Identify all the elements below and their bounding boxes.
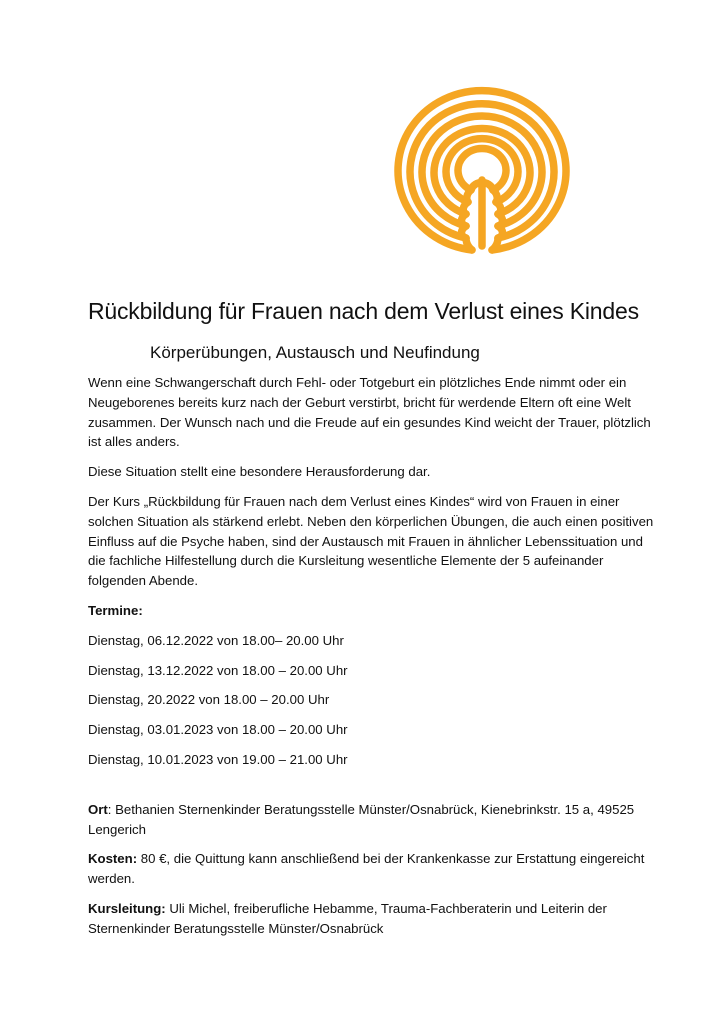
location-label: Ort — [88, 801, 108, 817]
cost-paragraph — [88, 849, 658, 889]
course-leader-paragraph — [88, 899, 658, 939]
date-item: Dienstag, 13.12.2022 von 18.00 – 20.00 Uhr — [88, 662, 348, 678]
labyrinth-icon — [386, 80, 572, 256]
date-item: Dienstag, 20.2022 von 18.00 – 20.00 Uhr — [88, 692, 330, 708]
course-leader-label: Kursleitung: — [88, 900, 166, 916]
document-title: Rückbildung für Frauen nach dem Verlust eines Kindes — [88, 298, 639, 324]
document-body — [88, 373, 658, 939]
dates-heading: Termine: — [88, 602, 143, 618]
date-item: Dienstag, 06.12.2022 von 18.00– 20.00 Uhr — [88, 632, 344, 648]
cost-label: Kosten: — [88, 851, 138, 867]
document-subtitle: Körperübungen, Austausch und Neufindung — [150, 343, 480, 362]
location-text: : Bethanien Sternenkinder Beratungsstelle Münster/Osnabrück, Kienebrinkstr. 15 a, 49525 Lengerich — [88, 801, 635, 837]
intro-paragraph: Wenn eine Schwangerschaft durch Fehl- oder Totgeburt ein plötzliches Ende nimmt oder ein Neugeborenes bereits kurz nach der Geburt verstirbt, bricht für werdende Eltern oft eine Welt zusammen. Der Wunsch nach und die Freude auf ein gesundes Kind weicht der Trauer, plötzlich ist alles anders. — [88, 375, 651, 450]
course-leader-text: Uli Michel, freiberufliche Hebamme, Trauma-Fachberaterin und Leiterin der Sternenkinder Beratungsstelle Münster/Osnabrück — [88, 900, 607, 936]
situation-paragraph: Diese Situation stellt eine besondere Herausforderung dar. — [88, 464, 431, 480]
course-paragraph: Der Kurs „Rückbildung für Frauen nach dem Verlust eines Kindes“ wird von Frauen in einer solchen Situation als stärkend erlebt. Neben den körperlichen Übungen, die auch einen positiven Einfluss auf die Psyche haben, sind der Austausch mit Frauen in ähnlicher Lebenssituation und die fachliche Hilfestellung durch die Kursleitung wesentliche Elemente der 5 aufeinander folgenden Abende. — [88, 493, 654, 589]
cost-text: 80 €, die Quittung kann anschließend bei der Krankenkasse zur Erstattung eingereicht werden. — [88, 851, 645, 887]
location-paragraph — [88, 800, 658, 840]
date-item: Dienstag, 10.01.2023 von 19.00 – 21.00 Uhr — [88, 751, 348, 767]
date-item: Dienstag, 03.01.2023 von 18.00 – 20.00 Uhr — [88, 722, 348, 738]
